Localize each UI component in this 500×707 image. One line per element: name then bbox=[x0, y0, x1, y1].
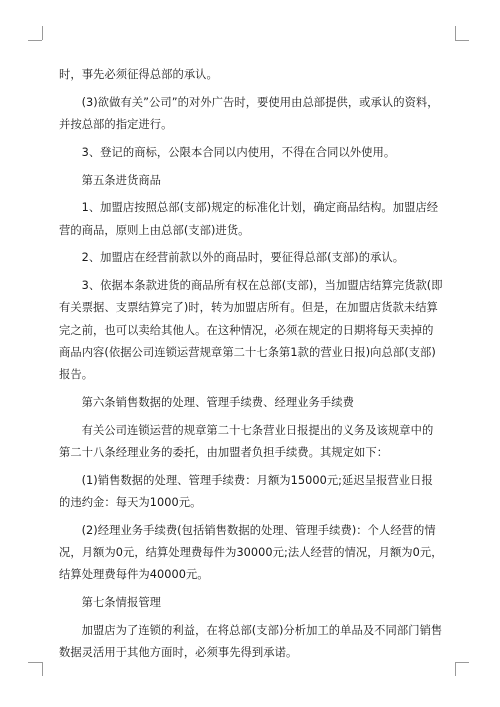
paragraph-5: 1、加盟店按照总部(支部)规定的标准化计划，确定商品结构。加盟店经营的商品，原则上由总部(支部)进货。 bbox=[59, 201, 439, 237]
section-heading-6: 第六条销售数据的处理、管理手续费、经理业务手续费 bbox=[81, 395, 354, 409]
paragraph-10: (1)销售数据的处理、管理手续费：月额为15000元;延迟呈报营业日报的违约金：每天为1000元。 bbox=[59, 473, 433, 509]
paragraph-9: 有关公司连锁运营的规章第二十七条营业日报提出的义务及该规章中的第二十八条经理业务的委托，由加盟者负担手续费。其规定如下： bbox=[59, 423, 434, 459]
paragraph-7: 3、依据本条款进货的商品所有权在总部(支部)，当加盟店结算完货款(即有关票据、支票结算完了)时，转为加盟店所有。但是，在加盟店货款未结算完之前，也可以卖给其他人。在这种情况，必须在规定的日期将每天卖掉的商品内容(依据公司连锁运营规章第二十七条第1款的营业日报)向总部(支部)报告。 bbox=[59, 279, 443, 381]
paragraph-1: 时，事先必须征得总部的承认。 bbox=[59, 68, 218, 81]
paragraph-13: 加盟店为了连锁的利益，在将总部(支部)分析加工的单品及不同部门销售数据灵活用于其他方面时，必须事先得到承诺。 bbox=[59, 623, 443, 659]
document-body bbox=[59, 64, 443, 664]
paragraph-3: 3、登记的商标，公限本合同以内使用，不得在合同以外使用。 bbox=[81, 145, 396, 159]
paragraph-2: (3)欲做有关”公司”的对外广告时，要使用由总部提供，或承认的资料，并按总部的指定进行。 bbox=[59, 95, 439, 131]
section-heading-5: 第五条进货商品 bbox=[81, 173, 162, 187]
paragraph-11: (2)经理业务手续费(包括销售数据的处理、管理手续费)：个人经营的情况，月额为0元，结算处理费每件为30000元;法人经营的情况，月额为0元，结算处理费每件为40000元。 bbox=[59, 523, 443, 581]
paragraph-6: 2、加盟店在经营前款以外的商品时，要征得总部(支部)的承认。 bbox=[81, 251, 405, 265]
section-heading-7: 第七条情报管理 bbox=[81, 595, 162, 609]
